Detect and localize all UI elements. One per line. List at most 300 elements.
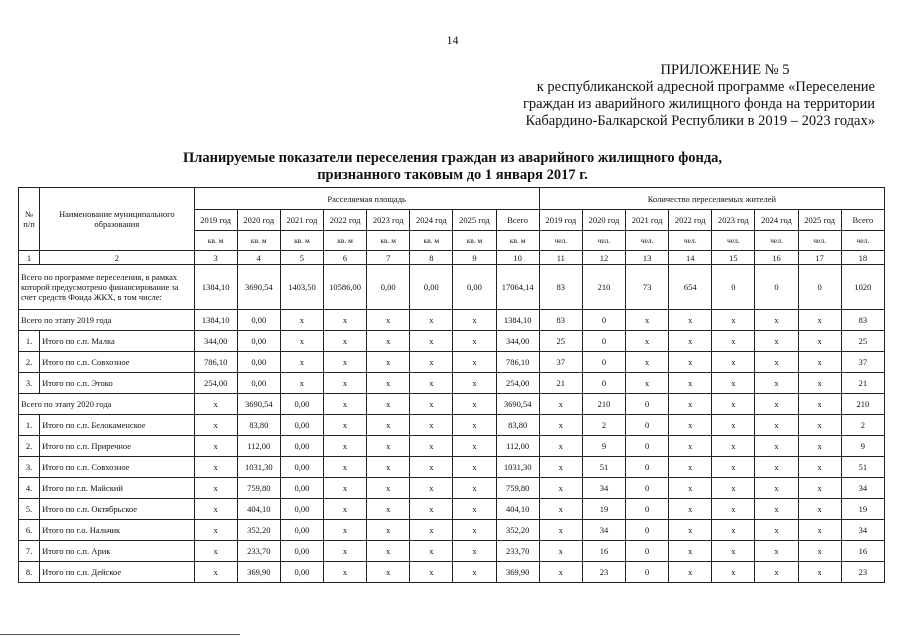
- people-cell: х: [669, 352, 712, 373]
- people-cell: х: [755, 373, 798, 394]
- area-cell: 369,90: [237, 562, 280, 583]
- area-cell: х: [367, 415, 410, 436]
- people-cell: 0: [626, 499, 669, 520]
- area-cell: х: [194, 520, 237, 541]
- header-unit: чел.: [539, 231, 582, 251]
- area-cell: 0,00: [367, 265, 410, 310]
- area-cell: 1031,30: [496, 457, 539, 478]
- area-cell: х: [453, 415, 496, 436]
- people-cell: 83: [841, 310, 884, 331]
- area-cell: х: [367, 499, 410, 520]
- people-cell: х: [669, 310, 712, 331]
- people-cell: х: [755, 541, 798, 562]
- header-unit: кв. м: [496, 231, 539, 251]
- people-cell: 0: [582, 310, 625, 331]
- people-cell: 83: [539, 265, 582, 310]
- people-cell: 34: [841, 478, 884, 499]
- area-cell: 0,00: [280, 562, 323, 583]
- people-cell: х: [626, 373, 669, 394]
- area-cell: х: [453, 310, 496, 331]
- area-cell: х: [323, 436, 366, 457]
- row-number: 3.: [19, 457, 40, 478]
- people-cell: х: [798, 562, 841, 583]
- column-number: 9: [453, 251, 496, 265]
- header-year: 2023 год: [367, 210, 410, 231]
- header-year: 2019 год: [194, 210, 237, 231]
- people-cell: 23: [841, 562, 884, 583]
- area-cell: х: [410, 415, 453, 436]
- area-cell: х: [367, 457, 410, 478]
- people-cell: х: [669, 331, 712, 352]
- area-cell: х: [453, 499, 496, 520]
- column-number: 7: [367, 251, 410, 265]
- row-name: Всего по этапу 2019 года: [19, 310, 195, 331]
- column-number: 3: [194, 251, 237, 265]
- row-name: Итого по с.п. Совхозное: [40, 457, 195, 478]
- header-unit: кв. м: [280, 231, 323, 251]
- row-number: 3.: [19, 373, 40, 394]
- area-cell: 0,00: [237, 331, 280, 352]
- area-cell: 83,80: [496, 415, 539, 436]
- area-cell: х: [367, 352, 410, 373]
- table-row: [19, 562, 885, 583]
- stage-row: [19, 310, 885, 331]
- people-cell: 51: [841, 457, 884, 478]
- people-cell: х: [626, 331, 669, 352]
- people-cell: 654: [669, 265, 712, 310]
- people-cell: х: [712, 373, 755, 394]
- area-cell: 0,00: [237, 373, 280, 394]
- people-cell: 210: [841, 394, 884, 415]
- people-cell: х: [539, 394, 582, 415]
- area-cell: 344,00: [194, 331, 237, 352]
- row-number: 7.: [19, 541, 40, 562]
- area-cell: х: [410, 352, 453, 373]
- appendix-block: [455, 62, 875, 130]
- people-cell: х: [669, 541, 712, 562]
- people-cell: 19: [582, 499, 625, 520]
- area-cell: 1031,30: [237, 457, 280, 478]
- row-name: Итого по с.п. Октябрьское: [40, 499, 195, 520]
- total-row: [19, 265, 885, 310]
- people-cell: 0: [626, 436, 669, 457]
- people-cell: х: [712, 415, 755, 436]
- area-cell: 1403,50: [280, 265, 323, 310]
- header-unit: кв. м: [410, 231, 453, 251]
- area-cell: х: [323, 415, 366, 436]
- people-cell: 0: [626, 478, 669, 499]
- row-name: Всего по программе переселения, в рамках которой предусмотрено финансирование за счет средств Фонда ЖКХ, в том числе:: [19, 265, 195, 310]
- header-unit: чел.: [582, 231, 625, 251]
- row-name: Итого по г.п. Майский: [40, 478, 195, 499]
- area-cell: 3690,54: [237, 265, 280, 310]
- people-cell: 0: [712, 265, 755, 310]
- area-cell: х: [453, 331, 496, 352]
- people-cell: 0: [798, 265, 841, 310]
- people-cell: 210: [582, 394, 625, 415]
- area-cell: х: [453, 352, 496, 373]
- area-cell: 1384,10: [496, 310, 539, 331]
- people-cell: 0: [582, 331, 625, 352]
- area-cell: х: [453, 436, 496, 457]
- area-cell: х: [323, 541, 366, 562]
- row-number: 2.: [19, 436, 40, 457]
- row-number: 5.: [19, 499, 40, 520]
- area-cell: 0,00: [280, 541, 323, 562]
- table-row: [19, 331, 885, 352]
- footer-rule: [0, 634, 240, 635]
- area-cell: х: [280, 331, 323, 352]
- people-cell: х: [626, 310, 669, 331]
- people-cell: х: [539, 499, 582, 520]
- column-number: 8: [410, 251, 453, 265]
- area-cell: 254,00: [496, 373, 539, 394]
- area-cell: 344,00: [496, 331, 539, 352]
- area-cell: 3690,54: [496, 394, 539, 415]
- area-cell: х: [367, 373, 410, 394]
- table-row: [19, 415, 885, 436]
- area-cell: х: [194, 457, 237, 478]
- column-number: 4: [237, 251, 280, 265]
- people-cell: 16: [841, 541, 884, 562]
- header-unit: чел.: [841, 231, 884, 251]
- table-row: [19, 436, 885, 457]
- resettlement-table: [18, 187, 885, 583]
- header-year: 2021 год: [626, 210, 669, 231]
- area-cell: х: [410, 478, 453, 499]
- people-cell: 21: [539, 373, 582, 394]
- header-group-row: [19, 188, 885, 210]
- header-year: Всего: [496, 210, 539, 231]
- people-cell: 1020: [841, 265, 884, 310]
- people-cell: х: [755, 436, 798, 457]
- people-cell: 0: [582, 373, 625, 394]
- people-cell: 2: [841, 415, 884, 436]
- table-row: [19, 457, 885, 478]
- page-number: 14: [446, 33, 459, 47]
- header-unit: кв. м: [194, 231, 237, 251]
- people-cell: х: [798, 352, 841, 373]
- people-cell: 0: [582, 352, 625, 373]
- people-cell: х: [539, 436, 582, 457]
- row-name: Итого по с.п. Малка: [40, 331, 195, 352]
- people-cell: 23: [582, 562, 625, 583]
- people-cell: 0: [626, 562, 669, 583]
- area-cell: х: [453, 520, 496, 541]
- area-cell: х: [453, 457, 496, 478]
- area-cell: х: [367, 520, 410, 541]
- area-cell: х: [323, 520, 366, 541]
- area-cell: 759,80: [496, 478, 539, 499]
- area-cell: х: [194, 415, 237, 436]
- people-cell: х: [712, 499, 755, 520]
- area-cell: х: [280, 352, 323, 373]
- header-year: 2023 год: [712, 210, 755, 231]
- people-cell: х: [798, 415, 841, 436]
- row-name: Итого по с.п. Дейское: [40, 562, 195, 583]
- people-cell: х: [539, 415, 582, 436]
- table-row: [19, 478, 885, 499]
- header-year: 2024 год: [410, 210, 453, 231]
- row-name: Итого по с.п. Этоко: [40, 373, 195, 394]
- column-number: 12: [582, 251, 625, 265]
- people-cell: х: [798, 520, 841, 541]
- people-cell: х: [798, 310, 841, 331]
- people-cell: х: [669, 562, 712, 583]
- area-cell: х: [323, 331, 366, 352]
- people-cell: х: [798, 478, 841, 499]
- table-row: [19, 541, 885, 562]
- people-cell: х: [798, 373, 841, 394]
- row-name: Всего по этапу 2020 года: [19, 394, 195, 415]
- column-number: 14: [669, 251, 712, 265]
- column-number: 16: [755, 251, 798, 265]
- column-number: 6: [323, 251, 366, 265]
- area-cell: х: [367, 478, 410, 499]
- people-cell: х: [755, 562, 798, 583]
- appendix-line: к республиканской адресной программе «Переселение: [536, 79, 875, 95]
- people-cell: х: [798, 394, 841, 415]
- row-name: Итого по г.о. Нальчик: [40, 520, 195, 541]
- people-cell: х: [712, 541, 755, 562]
- people-cell: х: [712, 562, 755, 583]
- header-unit: чел.: [755, 231, 798, 251]
- people-cell: х: [712, 352, 755, 373]
- row-number: 1.: [19, 415, 40, 436]
- row-number: 2.: [19, 352, 40, 373]
- people-cell: 0: [626, 457, 669, 478]
- header-year: 2025 год: [453, 210, 496, 231]
- area-cell: 1384,10: [194, 310, 237, 331]
- area-cell: х: [194, 436, 237, 457]
- row-number: 8.: [19, 562, 40, 583]
- table-row: [19, 520, 885, 541]
- row-name: Итого по с.п. Приречное: [40, 436, 195, 457]
- area-cell: 233,70: [237, 541, 280, 562]
- people-cell: х: [712, 520, 755, 541]
- area-cell: х: [367, 436, 410, 457]
- area-cell: х: [410, 499, 453, 520]
- header-year: 2020 год: [237, 210, 280, 231]
- row-name: Итого по с.п. Совхозное: [40, 352, 195, 373]
- area-cell: 83,80: [237, 415, 280, 436]
- people-cell: х: [755, 478, 798, 499]
- people-cell: х: [539, 541, 582, 562]
- header-year: 2025 год: [798, 210, 841, 231]
- header-unit: чел.: [798, 231, 841, 251]
- people-cell: 34: [841, 520, 884, 541]
- heading-line-2: признанного таковым до 1 января 2017 г.: [317, 167, 588, 183]
- people-cell: 0: [626, 520, 669, 541]
- header-year: Всего: [841, 210, 884, 231]
- header-year: 2020 год: [582, 210, 625, 231]
- header-unit: чел.: [712, 231, 755, 251]
- header-year: 2019 год: [539, 210, 582, 231]
- area-cell: х: [367, 562, 410, 583]
- people-cell: х: [755, 499, 798, 520]
- area-cell: 759,80: [237, 478, 280, 499]
- document-heading: [0, 150, 905, 184]
- people-cell: 25: [539, 331, 582, 352]
- people-cell: 51: [582, 457, 625, 478]
- column-number: 5: [280, 251, 323, 265]
- people-cell: 0: [755, 265, 798, 310]
- people-cell: х: [798, 457, 841, 478]
- area-cell: х: [410, 520, 453, 541]
- people-cell: х: [669, 478, 712, 499]
- row-name: Итого по с.п. Белокаменское: [40, 415, 195, 436]
- people-cell: 19: [841, 499, 884, 520]
- header-unit: чел.: [626, 231, 669, 251]
- people-cell: х: [798, 331, 841, 352]
- area-cell: 0,00: [237, 352, 280, 373]
- header-year: 2021 год: [280, 210, 323, 231]
- area-cell: х: [453, 541, 496, 562]
- area-cell: х: [194, 499, 237, 520]
- row-name: Итого по с.п. Арик: [40, 541, 195, 562]
- people-cell: 25: [841, 331, 884, 352]
- area-cell: 352,20: [237, 520, 280, 541]
- area-cell: 17064,14: [496, 265, 539, 310]
- people-cell: х: [669, 499, 712, 520]
- column-number: 11: [539, 251, 582, 265]
- area-cell: 10586,00: [323, 265, 366, 310]
- area-cell: х: [280, 373, 323, 394]
- area-cell: 0,00: [280, 436, 323, 457]
- area-cell: 0,00: [453, 265, 496, 310]
- appendix-line: Кабардино-Балкарской Республики в 2019 – 2023 годах»: [525, 113, 875, 129]
- people-cell: х: [626, 352, 669, 373]
- area-cell: 352,20: [496, 520, 539, 541]
- people-cell: 37: [841, 352, 884, 373]
- people-cell: х: [755, 457, 798, 478]
- area-cell: х: [410, 562, 453, 583]
- people-cell: х: [669, 373, 712, 394]
- table-row: [19, 499, 885, 520]
- people-cell: х: [798, 541, 841, 562]
- appendix-title: ПРИЛОЖЕНИЕ № 5: [660, 62, 790, 78]
- area-cell: х: [323, 478, 366, 499]
- header-year: 2022 год: [669, 210, 712, 231]
- header-unit: кв. м: [453, 231, 496, 251]
- people-cell: 37: [539, 352, 582, 373]
- area-cell: х: [453, 562, 496, 583]
- people-cell: х: [669, 457, 712, 478]
- area-cell: 404,10: [496, 499, 539, 520]
- header-no: № п/п: [19, 188, 40, 251]
- header-year: 2022 год: [323, 210, 366, 231]
- area-cell: 112,00: [237, 436, 280, 457]
- stage-row: [19, 394, 885, 415]
- area-cell: х: [453, 478, 496, 499]
- area-cell: х: [367, 310, 410, 331]
- people-cell: 2: [582, 415, 625, 436]
- people-cell: 16: [582, 541, 625, 562]
- area-cell: 0,00: [280, 499, 323, 520]
- people-cell: х: [755, 520, 798, 541]
- people-cell: 9: [582, 436, 625, 457]
- people-cell: х: [669, 415, 712, 436]
- people-cell: х: [712, 478, 755, 499]
- area-cell: 112,00: [496, 436, 539, 457]
- table-row: [19, 373, 885, 394]
- people-cell: х: [669, 520, 712, 541]
- area-cell: х: [323, 457, 366, 478]
- area-cell: 0,00: [280, 478, 323, 499]
- people-cell: х: [755, 352, 798, 373]
- people-cell: х: [539, 457, 582, 478]
- column-number: 10: [496, 251, 539, 265]
- area-cell: 786,10: [496, 352, 539, 373]
- area-cell: 786,10: [194, 352, 237, 373]
- area-cell: х: [323, 352, 366, 373]
- people-cell: х: [712, 394, 755, 415]
- area-cell: х: [323, 499, 366, 520]
- people-cell: х: [798, 499, 841, 520]
- area-cell: х: [410, 331, 453, 352]
- area-cell: х: [323, 394, 366, 415]
- header-name: Наименование муниципального образования: [40, 188, 195, 251]
- people-cell: х: [798, 436, 841, 457]
- area-cell: 0,00: [280, 457, 323, 478]
- header-area-group: Расселяемая площадь: [194, 188, 539, 210]
- people-cell: 9: [841, 436, 884, 457]
- area-cell: х: [453, 394, 496, 415]
- people-cell: 34: [582, 478, 625, 499]
- people-cell: х: [712, 331, 755, 352]
- people-cell: х: [755, 331, 798, 352]
- area-cell: 233,70: [496, 541, 539, 562]
- area-cell: 0,00: [280, 520, 323, 541]
- area-cell: 3690,54: [237, 394, 280, 415]
- area-cell: х: [410, 373, 453, 394]
- column-number: 17: [798, 251, 841, 265]
- column-number: 15: [712, 251, 755, 265]
- table-row: [19, 352, 885, 373]
- people-cell: х: [539, 478, 582, 499]
- area-cell: х: [194, 478, 237, 499]
- people-cell: х: [712, 310, 755, 331]
- people-cell: 34: [582, 520, 625, 541]
- area-cell: х: [410, 436, 453, 457]
- area-cell: 0,00: [280, 415, 323, 436]
- people-cell: х: [712, 436, 755, 457]
- area-cell: х: [367, 331, 410, 352]
- column-numbers-row: [19, 251, 885, 265]
- area-cell: х: [367, 541, 410, 562]
- area-cell: 0,00: [410, 265, 453, 310]
- header-unit: кв. м: [237, 231, 280, 251]
- area-cell: х: [323, 373, 366, 394]
- header-unit: кв. м: [367, 231, 410, 251]
- area-cell: 404,10: [237, 499, 280, 520]
- area-cell: х: [410, 541, 453, 562]
- people-cell: х: [755, 394, 798, 415]
- area-cell: 254,00: [194, 373, 237, 394]
- people-cell: 0: [626, 541, 669, 562]
- people-cell: х: [712, 457, 755, 478]
- area-cell: х: [410, 394, 453, 415]
- header-unit: кв. м: [323, 231, 366, 251]
- people-cell: х: [539, 562, 582, 583]
- appendix-line: граждан из аварийного жилищного фонда на территории: [522, 96, 875, 112]
- people-cell: 210: [582, 265, 625, 310]
- people-cell: 21: [841, 373, 884, 394]
- people-cell: х: [539, 520, 582, 541]
- header-unit: чел.: [669, 231, 712, 251]
- area-cell: х: [453, 373, 496, 394]
- area-cell: х: [323, 562, 366, 583]
